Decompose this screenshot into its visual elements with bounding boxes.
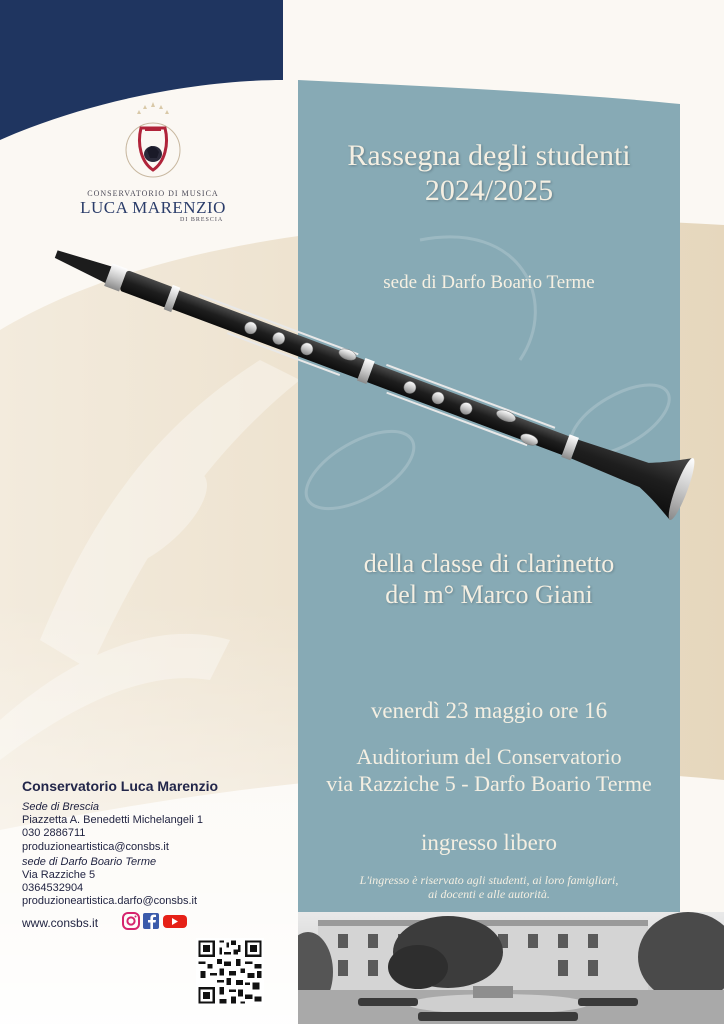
brescia-email[interactable]: produzioneartistica@consbs.it — [22, 840, 169, 853]
conservatorio-logo — [78, 100, 228, 230]
lyre-seal-icon — [123, 100, 183, 186]
event-note — [298, 873, 680, 901]
event-admission: ingresso libero — [420, 830, 558, 855]
event-venue-line2: via Razziche 5 - Darfo Boario Terme — [326, 771, 652, 796]
event-note-line1: L'ingresso è riservato agli studenti, ai loro famigliari, — [359, 873, 619, 887]
event-venue-line1: Auditorium del Conservatorio — [356, 744, 622, 769]
event-classe-line2: del m° Marco Giani — [385, 580, 593, 609]
event-sede: sede di Darfo Boario Terme — [383, 272, 595, 293]
social-icons — [122, 912, 188, 930]
event-classe — [298, 548, 680, 610]
event-classe-line1: della classe di clarinetto — [363, 549, 615, 578]
event-title-line2: 2024/2025 — [424, 174, 554, 207]
brescia-label: Sede di Brescia — [22, 801, 100, 813]
logo-sub-text: DI BRESCIA — [180, 217, 224, 223]
youtube-icon[interactable] — [163, 915, 187, 928]
website-link[interactable]: www.consbs.it — [22, 916, 99, 930]
qr-code[interactable] — [196, 938, 264, 1006]
event-date: venerdì 23 maggio ore 16 — [370, 698, 608, 723]
darfo-label: sede di Darfo Boario Terme — [22, 855, 157, 868]
conservatorio-building-photo — [298, 912, 724, 1024]
logo-main-text: LUCA MARENZIO — [80, 198, 226, 217]
darfo-address: Via Razziche 5 — [22, 869, 96, 882]
brescia-phone[interactable]: 030 2886711 — [22, 827, 86, 840]
darfo-email[interactable]: produzioneartistica.darfo@consbs.it — [22, 895, 198, 908]
event-title — [298, 138, 680, 208]
event-title-line1: Rassegna degli studenti — [347, 139, 631, 172]
logo-small-text: CONSERVATORIO DI MUSICA — [87, 189, 219, 198]
facebook-icon[interactable] — [143, 913, 159, 929]
event-note-line2: ai docenti e alle autorità. — [428, 887, 550, 901]
contact-info — [22, 778, 292, 909]
contact-title: Conservatorio Luca Marenzio — [22, 778, 219, 794]
brescia-address: Piazzetta A. Benedetti Michelangeli 1 — [22, 814, 204, 827]
event-venue — [298, 743, 680, 797]
instagram-icon[interactable] — [123, 913, 139, 929]
darfo-phone[interactable]: 0364532904 — [22, 882, 84, 895]
